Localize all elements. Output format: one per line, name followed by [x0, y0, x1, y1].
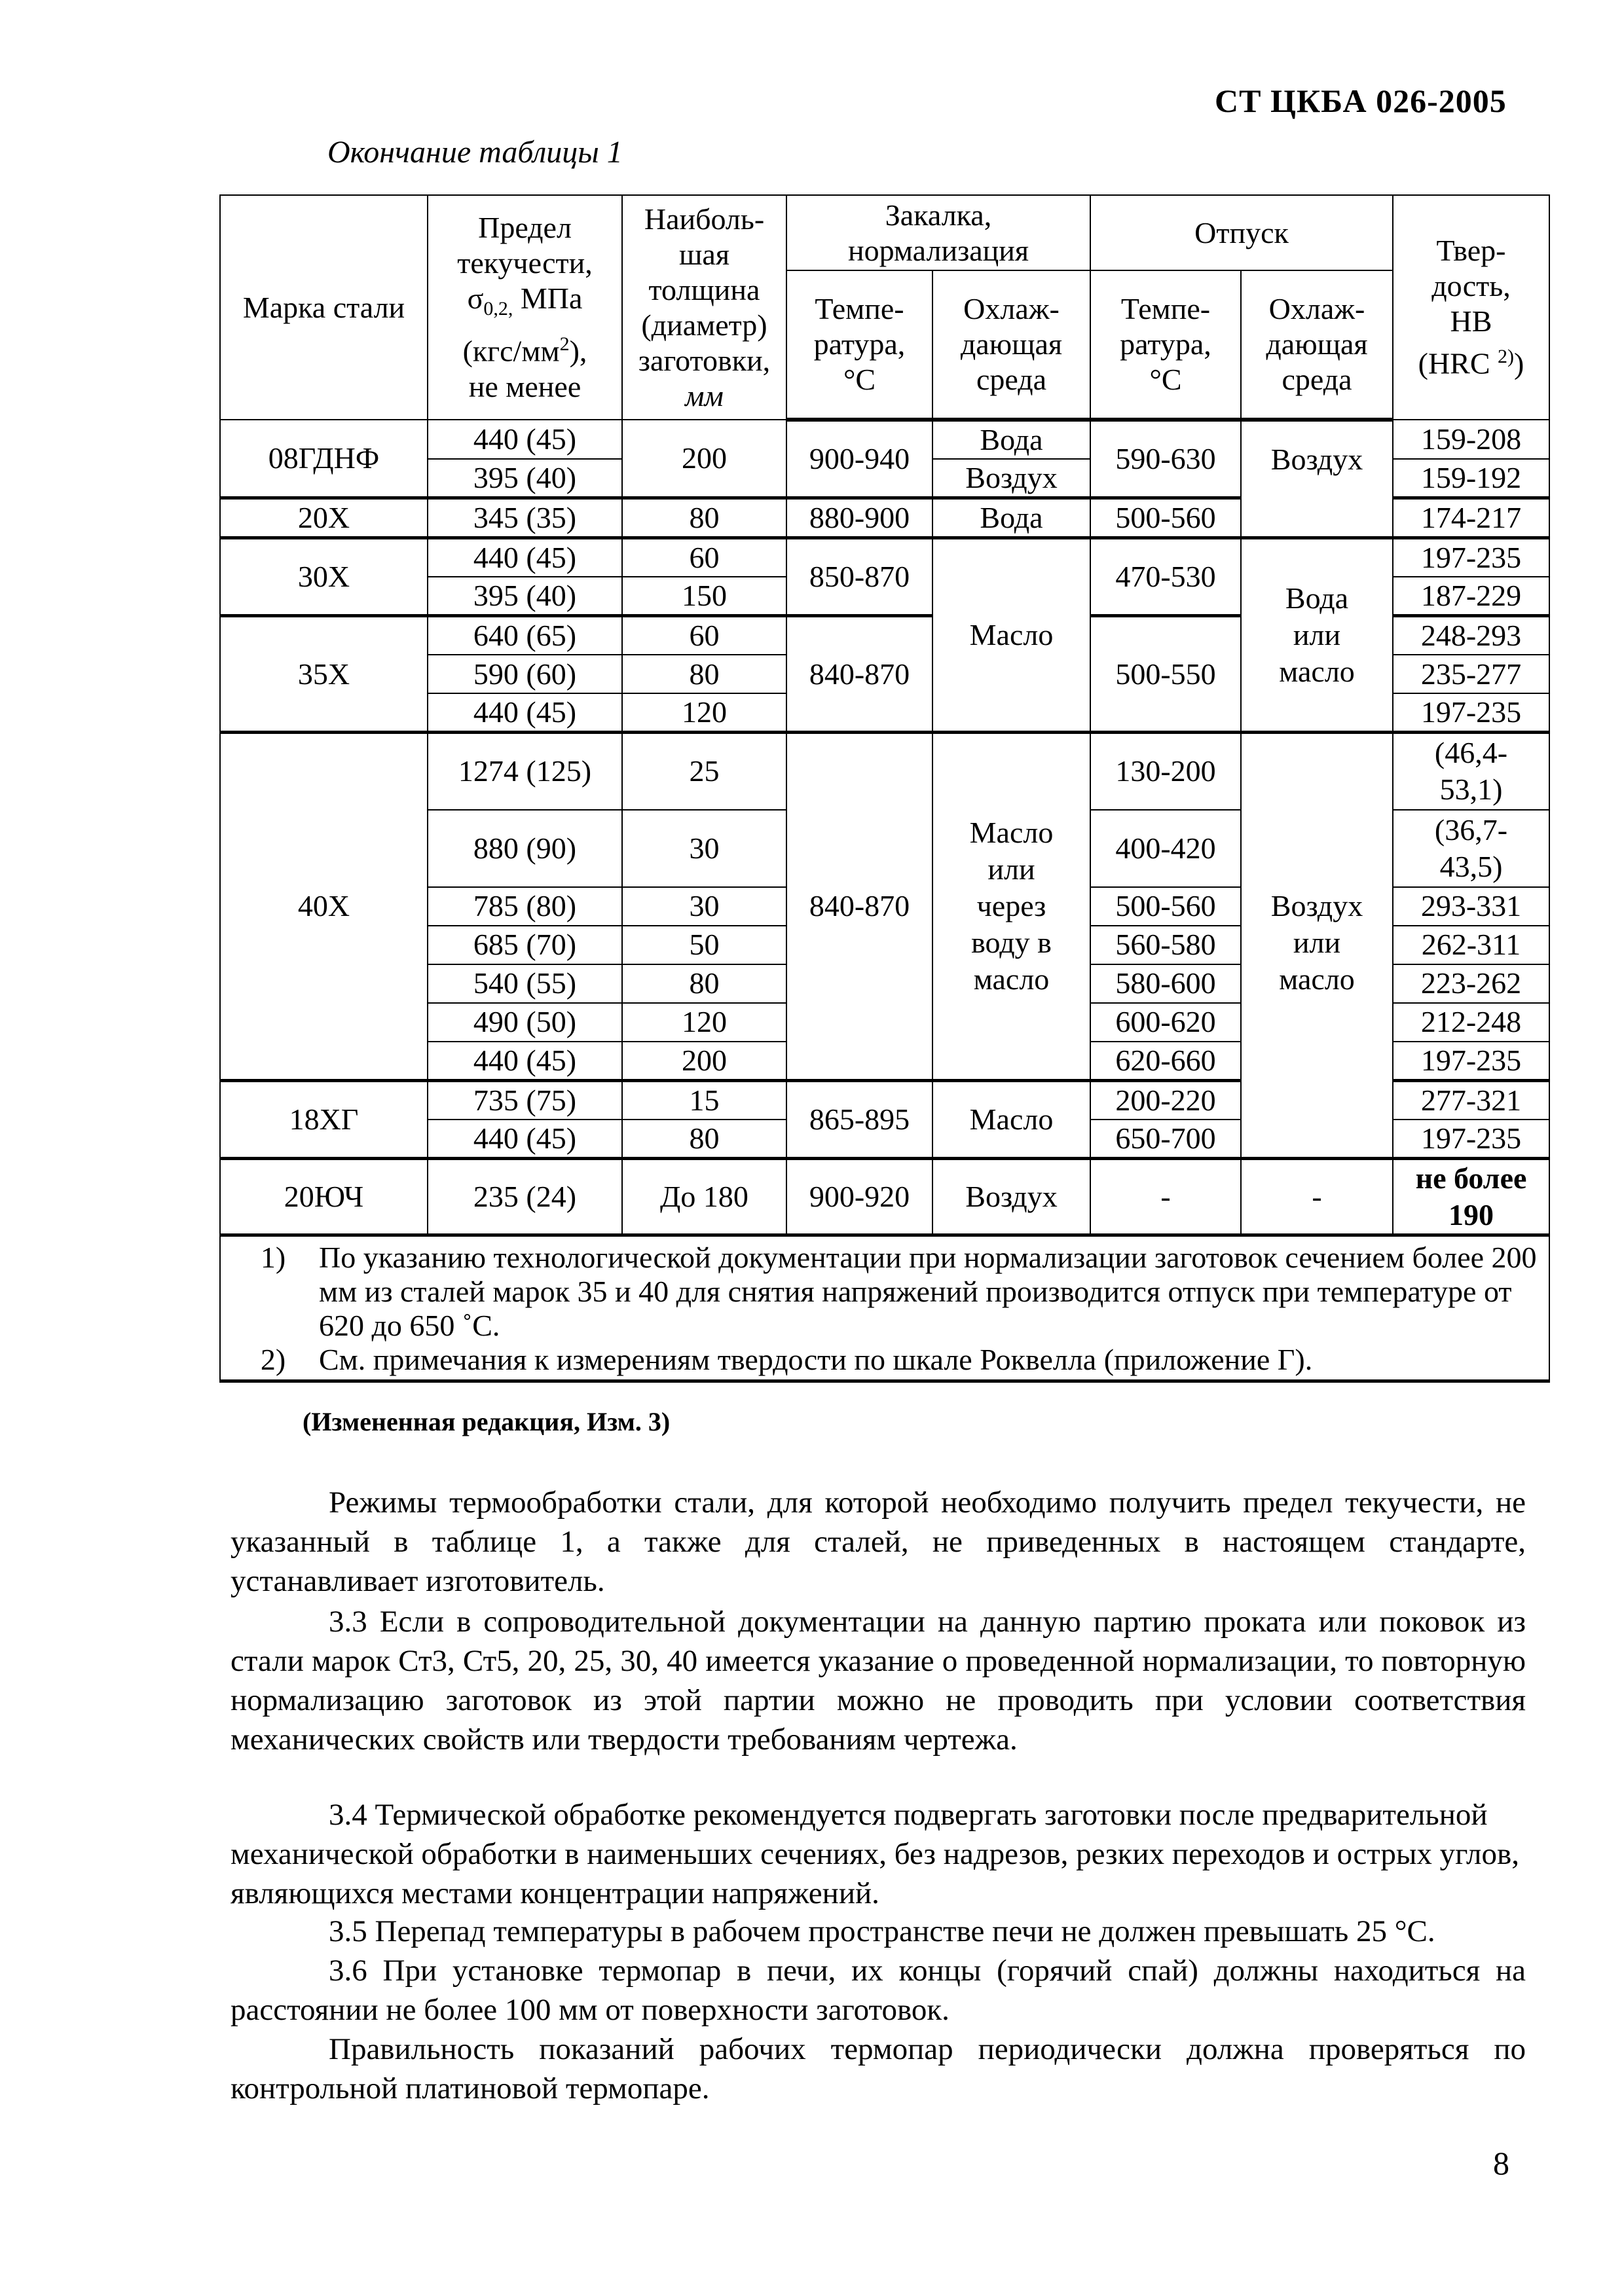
page-number: 8 — [1493, 2145, 1509, 2181]
cell-quench-cooling: Воздух — [932, 459, 1090, 498]
cell-thickness: 120 — [622, 1003, 786, 1042]
cell-quench-cooling: Масло — [932, 1080, 1090, 1158]
cell-thickness: 80 — [622, 1120, 786, 1159]
cell-yield: 640 (65) — [428, 616, 622, 655]
table-footnotes — [220, 1235, 1549, 1381]
cell-hardness: 197-235 — [1393, 538, 1549, 577]
cell-hardness: 159-208 — [1393, 420, 1549, 459]
cell-hardness: 159-192 — [1393, 459, 1549, 498]
cell-hardness: 174-217 — [1393, 498, 1549, 538]
cell-temper-temp: 620-660 — [1090, 1042, 1241, 1081]
cell-temper-temp: 590-630 — [1090, 420, 1241, 498]
document-code: СТ ЦКБА 026-2005 — [1215, 82, 1507, 119]
header-hardness: Твер- дость, HB (HRC $^{2)}$) — [1393, 195, 1549, 420]
footnote-1: 1) По указанию технологической документации при нормализации заготовок сечением более 200 мм из сталей марок 35 и 40 для снятия напряжений производится отпуск при температуре от 620 до 650 ˚С. — [260, 1240, 1537, 1342]
cell-yield: 490 (50) — [428, 1003, 622, 1042]
cell-hardness: 235-277 — [1393, 655, 1549, 693]
cell-quench-temp: 840-870 — [786, 616, 932, 733]
paragraph-3-6: 3.6 При установке термопар в печи, их концы (горячий спай) должны находиться на расстоянии не более 100 мм от поверхности заготовок. — [231, 1954, 1526, 2027]
cell-quench-temp: 850-870 — [786, 538, 932, 616]
header-temper-temperature: Темпе- ратура, °С — [1090, 270, 1241, 420]
paragraph-3-4: 3.4 Термической обработке рекомендуется подвергать заготовки после предварительной механической обработки в наименьших сечениях, без надрезов, резких переходов и острых углов, являющихся местами концентрации напряжений. — [231, 1798, 1519, 1910]
cell-yield: 590 (60) — [428, 655, 622, 693]
cell-grade: 35Х — [220, 616, 428, 733]
cell-yield: 235 (24) — [428, 1158, 622, 1235]
cell-quench-temp: 900-940 — [786, 420, 932, 498]
cell-thickness: 30 — [622, 887, 786, 926]
cell-grade: 20ЮЧ — [220, 1158, 428, 1235]
cell-hardness: 197-235 — [1393, 1042, 1549, 1081]
cell-yield: 440 (45) — [428, 420, 622, 459]
paragraph-3-3: 3.3 Если в сопроводительной документации на данную партию проката или поковок из стали марок Ст3, Ст5, 20, 25, 30, 40 имеется указание о проведенной нормализации, то повторную нормализацию заготовок из этой партии можно не проводить при условии соответствия механических свойств или твердости требованиям чертежа. — [231, 1605, 1526, 1757]
cell-hardness: 197-235 — [1393, 1120, 1549, 1159]
cell-yield: 440 (45) — [428, 693, 622, 733]
cell-temper-temp: - — [1090, 1158, 1241, 1235]
cell-hardness: (36,7- 43,5) — [1393, 810, 1549, 887]
cell-temper-temp: 200-220 — [1090, 1080, 1241, 1120]
cell-thickness: 60 — [622, 616, 786, 655]
cell-yield: 685 (70) — [428, 926, 622, 964]
header-quench-temperature: Темпе- ратура, °С — [786, 270, 932, 420]
cell-temper-temp: 500-550 — [1090, 616, 1241, 733]
paragraph-thermocouple-check: Правильность показаний рабочих термопар периодически должна проверяться по контрольной платиновой термопаре. — [231, 2032, 1526, 2105]
cell-yield: 540 (55) — [428, 964, 622, 1003]
cell-temper-temp: 600-620 — [1090, 1003, 1241, 1042]
cell-thickness: 120 — [622, 693, 786, 733]
footnote-2: 2) См. примечания к измерениям твердости по шкале Роквелла (приложение Г). — [260, 1342, 1313, 1376]
cell-quench-temp: 900-920 — [786, 1158, 932, 1235]
cell-grade: 08ГДНФ — [220, 420, 428, 498]
cell-yield: 440 (45) — [428, 1042, 622, 1081]
cell-hardness: 248-293 — [1393, 616, 1549, 655]
cell-hardness: 197-235 — [1393, 693, 1549, 733]
cell-temper-temp: 470-530 — [1090, 538, 1241, 616]
cell-hardness: 187-229 — [1393, 577, 1549, 616]
cell-grade: 40Х — [220, 733, 428, 1081]
paragraph-heat-modes: Режимы термообработки стали, для которой необходимо получить предел текучести, не указанный в таблице 1, а также для сталей, не приведенных в настоящем стандарте, устанавливает изготовитель. — [231, 1485, 1526, 1598]
cell-hardness: 293-331 — [1393, 887, 1549, 926]
table-caption: Окончание таблицы 1 — [327, 135, 623, 170]
cell-quench-temp: 880-900 — [786, 498, 932, 538]
cell-thickness: 30 — [622, 810, 786, 887]
cell-yield: 1274 (125) — [428, 733, 622, 810]
cell-hardness: 262-311 — [1393, 926, 1549, 964]
cell-temper-temp: 130-200 — [1090, 733, 1241, 810]
cell-hardness: (46,4- 53,1) — [1393, 733, 1549, 810]
header-quench-cooling-medium: Охлаж- дающая среда — [932, 270, 1090, 420]
cell-yield: 880 (90) — [428, 810, 622, 887]
cell-thickness: 80 — [622, 655, 786, 693]
cell-thickness: 60 — [622, 538, 786, 577]
cell-grade: 18ХГ — [220, 1080, 428, 1158]
header-yield-strength: Предел текучести, $\sigma_{0,2,}$ МПа $(кгс/мм^2)$, не менее — [428, 195, 622, 420]
cell-hardness: не более 190 — [1393, 1158, 1549, 1235]
cell-thickness: До 180 — [622, 1158, 786, 1235]
cell-quench-temp: 865-895 — [786, 1080, 932, 1158]
cell-grade: 20Х — [220, 498, 428, 538]
cell-quench-cooling: Масло или через воду в масло — [932, 733, 1090, 1081]
cell-temper-cooling: Вода или масло — [1241, 538, 1393, 733]
cell-thickness: 200 — [622, 1042, 786, 1081]
cell-thickness: 50 — [622, 926, 786, 964]
cell-quench-cooling: Воздух — [932, 1158, 1090, 1235]
cell-temper-temp: 580-600 — [1090, 964, 1241, 1003]
table-row — [220, 1158, 1549, 1235]
header-temper-cooling-medium: Охлаж- дающая среда — [1241, 270, 1393, 420]
cell-grade: 30Х — [220, 538, 428, 616]
table-row — [220, 420, 1549, 459]
revision-note: (Измененная редакция, Изм. 3) — [303, 1407, 671, 1436]
cell-quench-cooling: Масло — [932, 538, 1090, 733]
paragraph-3-5: 3.5 Перепад температуры в рабочем пространстве печи не должен превышать 25 °С. — [329, 1914, 1435, 1948]
cell-temper-temp: 650-700 — [1090, 1120, 1241, 1159]
cell-temper-cooling: Воздух — [1241, 420, 1393, 538]
cell-hardness: 212-248 — [1393, 1003, 1549, 1042]
cell-thickness: 200 — [622, 420, 786, 498]
cell-temper-temp: 560-580 — [1090, 926, 1241, 964]
cell-quench-temp: 840-870 — [786, 733, 932, 1081]
cell-yield: 440 (45) — [428, 538, 622, 577]
cell-thickness: 80 — [622, 498, 786, 538]
cell-quench-cooling: Вода — [932, 420, 1090, 459]
cell-yield: 785 (80) — [428, 887, 622, 926]
header-quenching-group: Закалка, нормализация — [786, 195, 1090, 270]
cell-yield: 395 (40) — [428, 577, 622, 616]
table-row — [220, 538, 1549, 577]
cell-thickness: 150 — [622, 577, 786, 616]
cell-thickness: 80 — [622, 964, 786, 1003]
cell-temper-temp: 500-560 — [1090, 498, 1241, 538]
cell-hardness: 277-321 — [1393, 1080, 1549, 1120]
cell-yield: 345 (35) — [428, 498, 622, 538]
cell-thickness: 25 — [622, 733, 786, 810]
heat-treatment-table — [219, 194, 1550, 1383]
cell-thickness: 15 — [622, 1080, 786, 1120]
header-tempering-group: Отпуск — [1090, 195, 1393, 270]
cell-quench-cooling: Вода — [932, 498, 1090, 538]
cell-temper-cooling: - — [1241, 1158, 1393, 1235]
cell-yield: 395 (40) — [428, 459, 622, 498]
table-row — [220, 733, 1549, 810]
cell-temper-temp: 400-420 — [1090, 810, 1241, 887]
cell-yield: 735 (75) — [428, 1080, 622, 1120]
header-max-thickness: Наиболь- шая толщина (диаметр) заготовки, мм — [622, 195, 786, 420]
cell-hardness: 223-262 — [1393, 964, 1549, 1003]
cell-temper-temp: 500-560 — [1090, 887, 1241, 926]
cell-yield: 440 (45) — [428, 1120, 622, 1159]
header-steel-grade: Марка стали — [220, 195, 428, 420]
cell-temper-cooling: Воздух или масло — [1241, 733, 1393, 1159]
